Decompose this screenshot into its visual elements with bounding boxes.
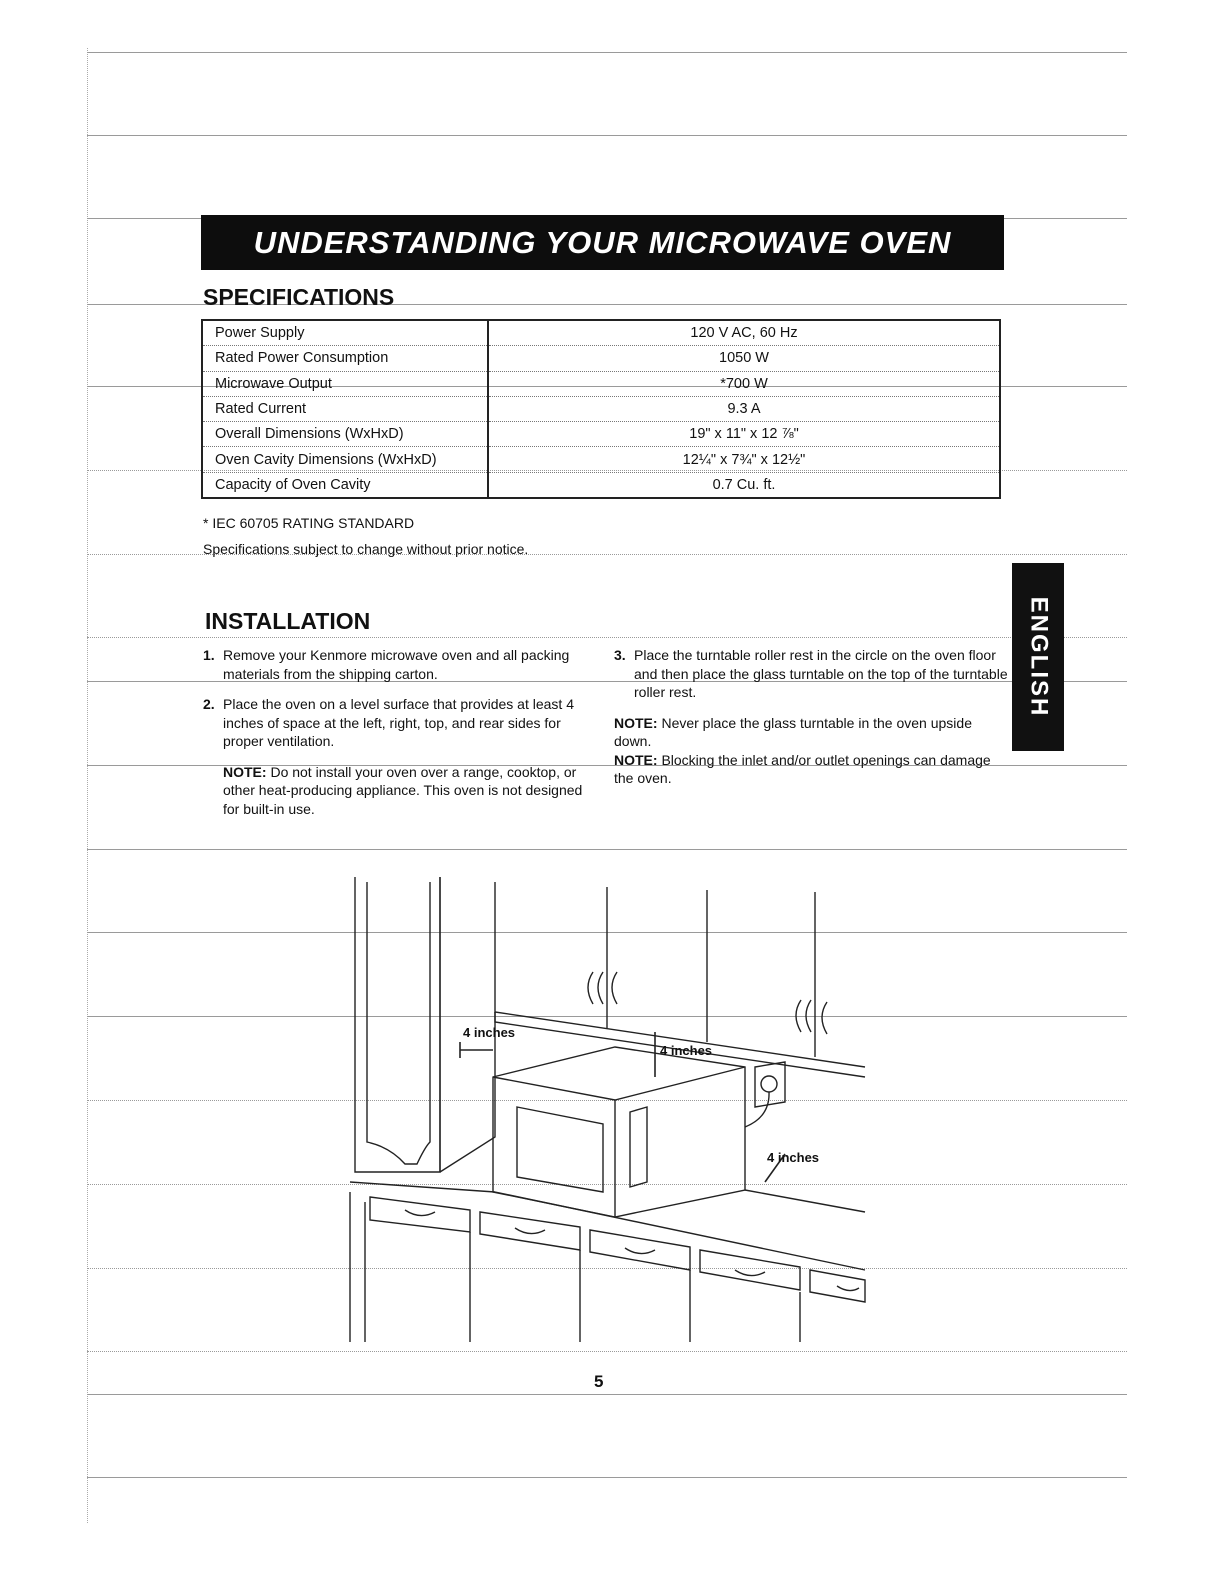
table-row xyxy=(202,447,1000,472)
installation-clearance-illustration xyxy=(345,872,875,1342)
rule-line xyxy=(87,637,1127,638)
note-label: NOTE: xyxy=(223,763,267,780)
margin-line xyxy=(87,48,88,1523)
language-tab-label: ENGLISH xyxy=(1025,596,1052,718)
spec-value: *700 W xyxy=(488,371,1000,396)
step-text: Remove your Kenmore microwave oven and all packing materials from the shipping carton. xyxy=(223,647,570,682)
install-note xyxy=(203,763,583,819)
rule-line xyxy=(87,1351,1127,1352)
installation-right-column xyxy=(614,646,1009,788)
spec-label: Oven Cavity Dimensions (WxHxD) xyxy=(202,447,488,472)
wall-outlet xyxy=(745,1062,785,1127)
spec-value: 0.7 Cu. ft. xyxy=(712,476,776,493)
table-row xyxy=(202,472,1000,498)
step-number: 1. xyxy=(203,647,215,663)
spec-label: Rated Current xyxy=(202,396,488,421)
spec-label: Power Supply xyxy=(202,320,488,346)
rating-footnote: * IEC 60705 RATING STANDARD xyxy=(203,515,415,531)
language-tab xyxy=(1012,563,1064,751)
rear-clearance-label: 4 inches xyxy=(767,1150,820,1165)
note-label: NOTE: xyxy=(614,751,658,768)
spec-label: Overall Dimensions (WxHxD) xyxy=(202,422,488,447)
left-clearance-label: 4 inches xyxy=(463,1025,516,1040)
note-text: Never place the glass turntable in the oven upside down. xyxy=(614,714,972,749)
table-row xyxy=(202,422,1000,447)
specifications-heading: SPECIFICATIONS xyxy=(203,284,395,310)
spec-label: Capacity of Oven Cavity xyxy=(202,472,488,498)
step-number: 2. xyxy=(203,696,215,712)
rule-line xyxy=(87,849,1127,850)
banner-title: UNDERSTANDING YOUR MICROWAVE OVEN xyxy=(253,224,952,260)
rule-line xyxy=(87,1394,1127,1395)
lower-cabinets xyxy=(350,1182,865,1342)
table-row xyxy=(202,346,1000,371)
top-clearance-label: 4 inches xyxy=(660,1043,713,1058)
spec-value: 1050 W xyxy=(488,346,1000,371)
list-item xyxy=(614,646,1009,702)
step-text: Place the turntable roller rest in the circle on the oven floor and then place the glass turntable on the top of the turntable roller rest. xyxy=(634,647,1008,700)
clearance-arrows xyxy=(460,1032,785,1182)
step-number: 3. xyxy=(614,647,626,663)
table-row xyxy=(202,320,1000,346)
rule-line xyxy=(87,135,1127,136)
note-label: NOTE: xyxy=(614,714,658,731)
list-item xyxy=(203,646,583,683)
turntable-note xyxy=(614,714,1009,751)
spec-value: 12¼" x 7¾" x 12½" xyxy=(488,447,1000,472)
spec-label: Microwave Output xyxy=(202,371,488,396)
note-text: Do not install your oven over a range, cooktop, or other heat-producing appliance. This oven is not designed for built-in use. xyxy=(223,763,583,817)
page-banner xyxy=(201,215,1004,270)
installation-left-column xyxy=(203,646,583,818)
specifications-table xyxy=(201,319,1001,499)
installation-heading: INSTALLATION xyxy=(205,608,371,634)
spec-value: 19" x 11" x 12 ⅞" xyxy=(488,422,1000,447)
table-row xyxy=(202,396,1000,421)
note-text: Blocking the inlet and/or outlet openings can damage the oven. xyxy=(614,751,991,786)
spec-value: 120 V AC, 60 Hz xyxy=(488,320,1000,346)
vent-note xyxy=(614,751,1009,788)
rule-line xyxy=(87,52,1127,53)
page-number: 5 xyxy=(594,1372,604,1391)
table-row xyxy=(202,371,1000,396)
spec-value: 9.3 A xyxy=(488,396,1000,421)
spec-label: Rated Power Consumption xyxy=(202,346,488,371)
microwave-oven xyxy=(493,1047,745,1217)
spec-disclaimer: Specifications subject to change without prior notice. xyxy=(203,541,529,557)
step-text: Place the oven on a level surface that provides at least 4 inches of space at the left, right, top, and rear sides for proper ventilation. xyxy=(223,696,574,749)
list-item xyxy=(203,695,583,751)
rule-line xyxy=(87,1477,1127,1478)
